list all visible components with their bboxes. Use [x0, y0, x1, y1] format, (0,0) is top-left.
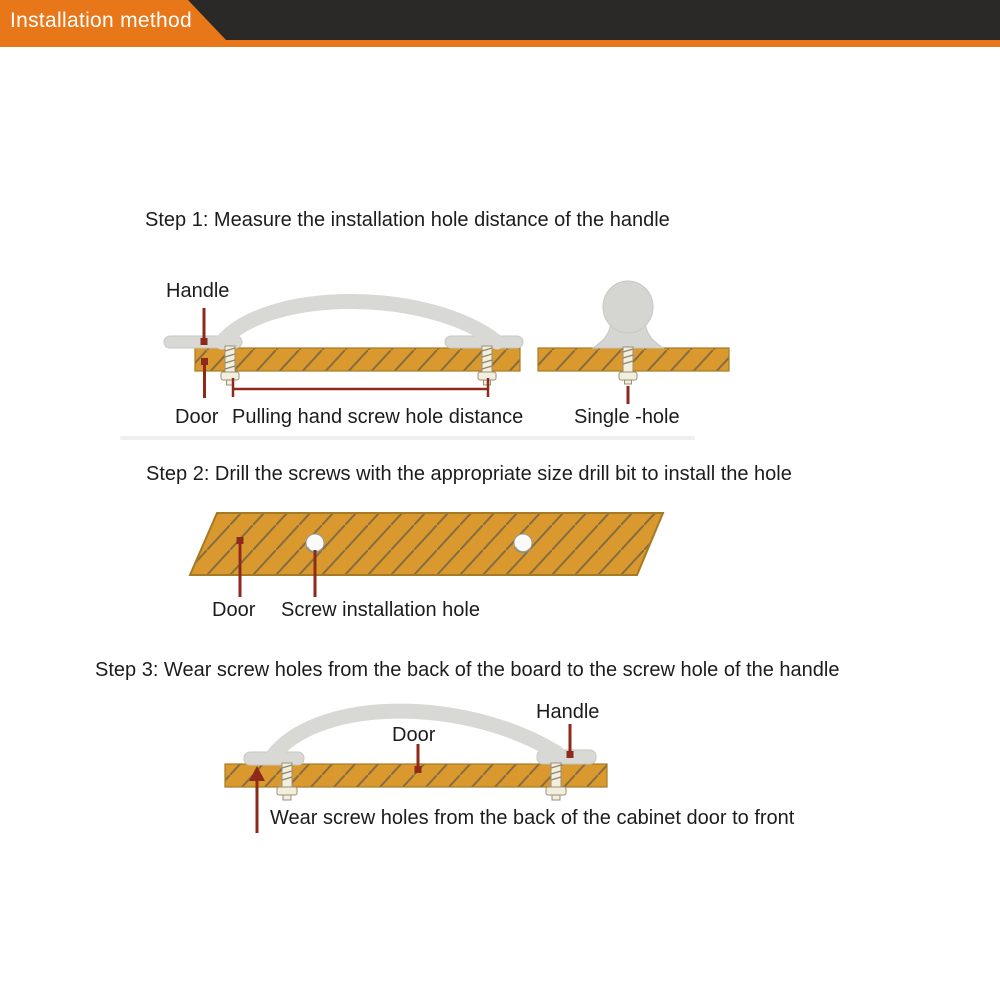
- step3-door-label: Door: [392, 724, 436, 746]
- drill-hole-right: [514, 534, 532, 552]
- step1-handle-label: Handle: [166, 280, 230, 302]
- faint-divider: [120, 436, 695, 440]
- step2-heading: Step 2: Drill the screws with the appropriate size drill bit to install the hole: [146, 463, 792, 485]
- door-board-drilled: [190, 513, 663, 575]
- step1-distance-label: Pulling hand screw hole distance: [232, 406, 524, 428]
- door-board-left: [195, 348, 520, 371]
- drill-hole-left: [306, 534, 324, 552]
- step3-note-label: Wear screw holes from the back of the cabinet door to front: [270, 807, 795, 829]
- banner-title: Installation method: [10, 9, 192, 32]
- step3-handle-label: Handle: [536, 701, 600, 723]
- step1-heading: Step 1: Measure the installation hole distance of the handle: [145, 209, 670, 231]
- step2-screw-hole-label: Screw installation hole: [281, 599, 480, 621]
- banner-dark-ribbon: [188, 0, 1000, 40]
- knob-shape: [593, 281, 663, 348]
- door-pointer: [415, 744, 422, 773]
- step3-heading: Step 3: Wear screw holes from the back of the board to the screw hole of the handle: [95, 659, 840, 681]
- hole-distance-dimension-line: [233, 378, 488, 397]
- door-pointer: [201, 358, 208, 398]
- step1-door-label: Door: [175, 406, 219, 428]
- diagram-step2: [180, 505, 680, 605]
- handle-pointer: [567, 724, 574, 758]
- handle-pointer: [201, 308, 208, 345]
- pull-handle-shape: [164, 302, 523, 349]
- step1-single-hole-label: Single -hole: [574, 406, 680, 428]
- step2-door-label: Door: [212, 599, 256, 621]
